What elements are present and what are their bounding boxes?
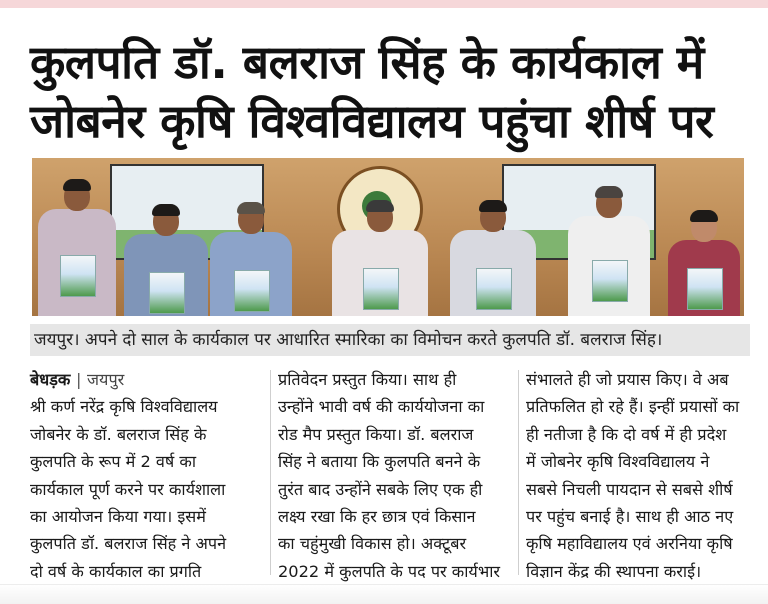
- column-2-line: 2022 में कुलपति के पद पर कार्यभार: [278, 561, 501, 581]
- dateline: [30, 366, 266, 393]
- column-3-line: पर पहुंच बनाई है। साथ ही आठ नए: [526, 507, 734, 527]
- column-2-line: तुरंत बाद उन्होंने सबके लिए एक ही: [278, 479, 483, 499]
- person-5: [450, 202, 536, 316]
- column-1-line: दो वर्ष के कार्यकाल का प्रगति: [30, 561, 202, 581]
- column-1-line: का आयोजन किया गया। इसमें: [30, 507, 206, 527]
- column-3-line: प्रतिफलित हो रहे हैं। इन्हीं प्रयासों का: [526, 397, 740, 417]
- person-4-vice-chancellor: [332, 202, 428, 316]
- column-3-line: सबसे निचली पायदान से सबसे शीर्ष: [526, 479, 733, 499]
- dateline-place: जयपुर: [87, 370, 125, 389]
- dateline-paper: बेधड़क: [30, 370, 71, 389]
- column-1-line: कार्यकाल पूर्ण करने पर कार्यशाला: [30, 479, 226, 499]
- headline-line-2: जोबनेर कृषि विश्वविद्यालय पहुंचा शीर्ष पर: [30, 94, 714, 148]
- headline-line-1: कुलपति डॉ. बलराज सिंह के कार्यकाल में: [30, 35, 704, 89]
- column-divider-1: [270, 370, 271, 575]
- column-1-line: कुलपति डॉ. बलराज सिंह ने अपने: [30, 534, 227, 554]
- column-3-line: विज्ञान केंद्र की स्थापना कराई।: [526, 561, 702, 581]
- column-1-line: श्री कर्ण नरेंद्र कृषि विश्वविद्यालय: [30, 397, 218, 417]
- column-1-line: कुलपति के रूप में 2 वर्ष का: [30, 452, 197, 472]
- article-column-3: [526, 366, 746, 585]
- person-6: [568, 188, 650, 316]
- person-7: [668, 212, 740, 316]
- article-column-2: [278, 366, 514, 585]
- news-photo: [32, 158, 744, 316]
- person-2: [124, 206, 208, 316]
- page-bottom-edge: [0, 584, 768, 604]
- article-column-1: [30, 366, 266, 585]
- column-2-line: का चहुंमुखी विकास हो। अक्टूबर: [278, 534, 467, 554]
- column-3-line: में जोबनेर कृषि विश्वविद्यालय ने: [526, 452, 710, 472]
- person-3: [210, 204, 292, 316]
- column-1-line: जोबनेर के डॉ. बलराज सिंह के: [30, 424, 207, 444]
- column-3-line: ही नतीजा है कि दो वर्ष में ही प्रदेश: [526, 424, 727, 444]
- column-2-line: रोड मैप प्रस्तुत किया। डॉ. बलराज: [278, 424, 474, 444]
- column-divider-2: [518, 370, 519, 575]
- column-2-line: उन्होंने भावी वर्ष की कार्ययोजना का: [278, 397, 485, 417]
- column-3-line: संभालते ही जो प्रयास किए। वे अब: [526, 370, 729, 389]
- column-2-line: लक्ष्य रखा कि हर छात्र एवं किसान: [278, 507, 476, 527]
- photo-caption: जयपुर। अपने दो साल के कार्यकाल पर आधारित स्मारिका का विमोचन करते कुलपति डॉ. बलराज सिंह।: [30, 324, 750, 356]
- column-3-line: कृषि महाविद्यालय एवं अरनिया कृषि: [526, 534, 733, 554]
- person-1: [38, 181, 116, 316]
- column-2-line: प्रतिवेदन प्रस्तुत किया। साथ ही: [278, 370, 457, 389]
- previous-article-strip: [0, 0, 768, 8]
- column-2-line: सिंह ने बताया कि कुलपति बनने के: [278, 452, 481, 472]
- dateline-separator: |: [75, 370, 82, 389]
